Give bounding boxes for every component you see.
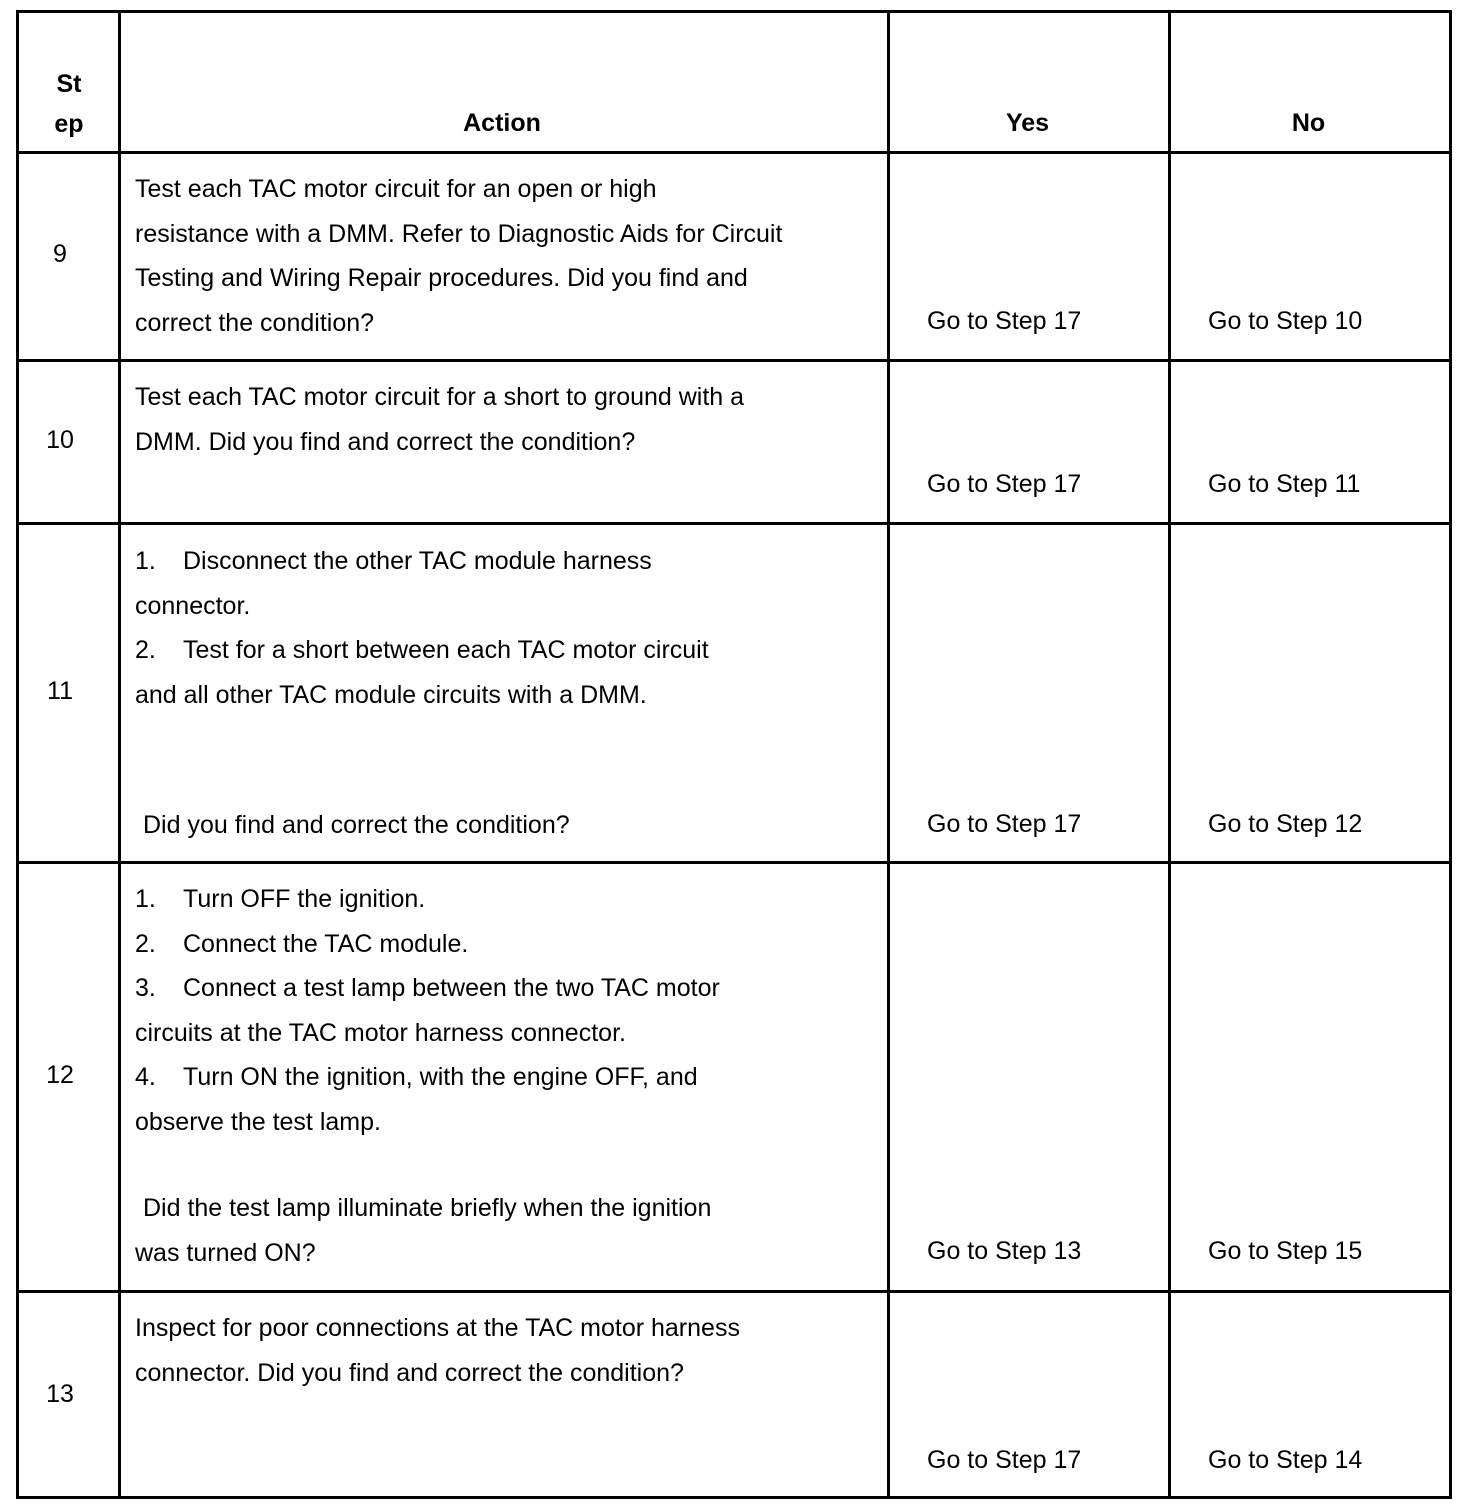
step-number: 9 [53, 240, 67, 268]
no-result: Go to Step 14 [1208, 1446, 1363, 1474]
list-number: 2. [135, 636, 156, 664]
header-step-line2: ep [54, 110, 84, 138]
no-result: Go to Step 15 [1208, 1237, 1363, 1265]
yes-result: Go to Step 17 [927, 810, 1082, 838]
list-text: Connect the TAC module. [183, 929, 469, 958]
yes-result: Go to Step 13 [927, 1237, 1082, 1265]
list-item [135, 628, 709, 673]
header-no: No [1291, 109, 1326, 137]
list-number: 1. [135, 885, 156, 913]
action-line: Inspect for poor connections at the TAC motor harness [135, 1314, 740, 1342]
step-number: 12 [46, 1061, 74, 1089]
step-number: 13 [46, 1380, 74, 1408]
no-result: Go to Step 11 [1208, 470, 1361, 498]
row-divider [19, 151, 1449, 154]
action-line: connector. Did you find and correct the condition? [135, 1358, 684, 1387]
action-line: resistance with a DMM. Refer to Diagnostic Aids for Circuit [135, 219, 783, 248]
list-text: Connect a test lamp between the two TAC motor [183, 974, 720, 1002]
question-text [135, 1186, 711, 1275]
question-line: was turned ON? [135, 1238, 316, 1267]
list-continuation: connector. [135, 591, 251, 620]
question-text: Did you find and correct the condition? [143, 811, 570, 839]
header-step [19, 64, 119, 144]
action-text [135, 539, 709, 717]
column-divider [1168, 13, 1171, 1496]
row-divider [19, 1290, 1449, 1293]
list-continuation: observe the test lamp. [135, 1107, 381, 1136]
list-item [135, 877, 720, 922]
column-divider [887, 13, 890, 1496]
list-text: Turn OFF the ignition. [183, 885, 426, 913]
no-result: Go to Step 12 [1208, 810, 1363, 838]
list-number: 3. [135, 974, 156, 1002]
column-divider [118, 13, 121, 1496]
row-divider [19, 359, 1449, 362]
list-item [135, 1055, 720, 1100]
action-line: DMM. Did you find and correct the condition? [135, 427, 636, 456]
action-text [135, 1306, 740, 1395]
no-result: Go to Step 10 [1208, 307, 1363, 335]
action-text [135, 375, 744, 464]
header-action: Action [463, 109, 541, 137]
action-line: Test each TAC motor circuit for an open or high [135, 175, 657, 203]
list-continuation: and all other TAC module circuits with a DMM. [135, 680, 647, 709]
yes-result: Go to Step 17 [927, 1446, 1082, 1474]
list-number: 2. [135, 929, 156, 958]
action-line: correct the condition? [135, 308, 375, 337]
list-text: Turn ON the ignition, with the engine OFF, and [183, 1063, 698, 1091]
action-text [135, 167, 782, 345]
list-item [135, 966, 720, 1011]
list-item [135, 922, 720, 967]
list-item [135, 539, 709, 584]
yes-result: Go to Step 17 [927, 307, 1082, 335]
yes-result: Go to Step 17 [927, 470, 1082, 498]
header-step-line1: St [56, 70, 82, 98]
row-divider [19, 861, 1449, 864]
list-number: 4. [135, 1063, 156, 1091]
list-continuation: circuits at the TAC motor harness connector. [135, 1018, 626, 1047]
list-text: Test for a short between each TAC motor circuit [183, 636, 709, 664]
header-yes: Yes [1005, 109, 1050, 137]
step-number: 10 [46, 426, 74, 454]
question-line: Did the test lamp illuminate briefly when the ignition [143, 1194, 712, 1222]
action-text [135, 877, 720, 1144]
list-text: Disconnect the other TAC module harness [183, 547, 652, 575]
action-line: Test each TAC motor circuit for a short to ground with a [135, 383, 745, 411]
action-line: Testing and Wiring Repair procedures. Did you find and [135, 264, 748, 292]
step-number: 11 [47, 677, 73, 705]
list-number: 1. [135, 547, 156, 575]
row-divider [19, 522, 1449, 525]
